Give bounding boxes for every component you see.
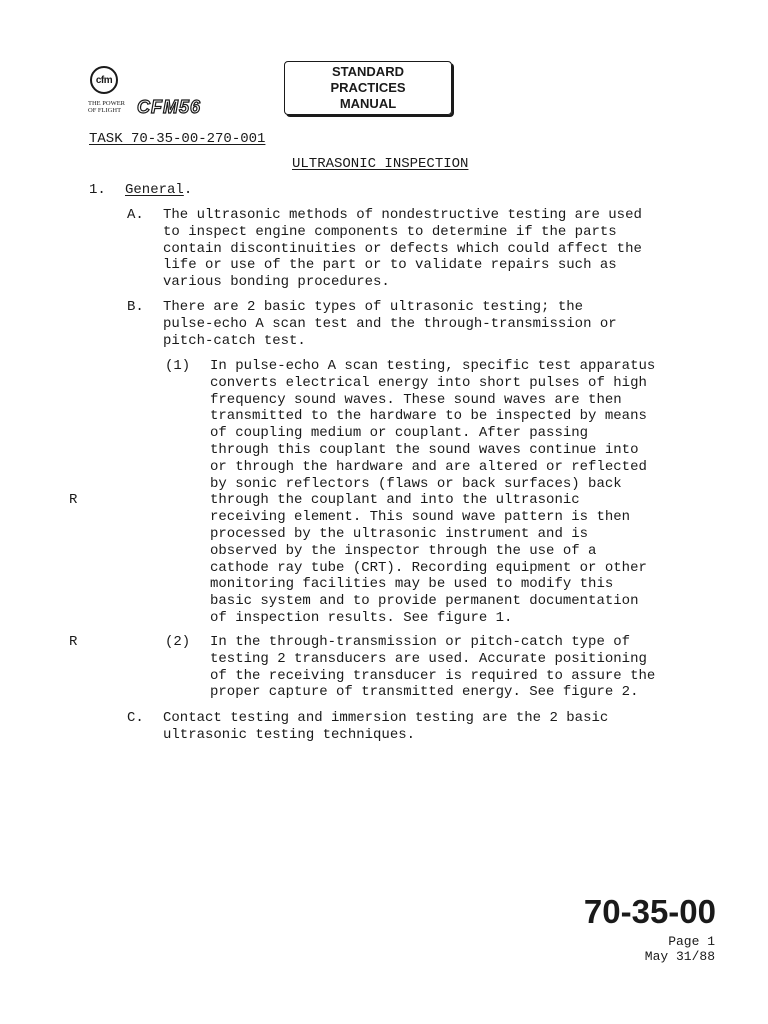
para-a-line: contain discontinuities or defects which could affect the xyxy=(163,240,642,257)
para-b1-line: transmitted to the hardware to be inspected by means xyxy=(210,408,647,425)
task-id: TASK 70-35-00-270-001 xyxy=(89,131,266,147)
para-b1-line: processed by the ultrasonic instrument and is xyxy=(210,525,589,542)
para-b-text xyxy=(163,299,617,349)
para-b1-marker: (1) xyxy=(165,358,191,374)
para-b2-line: testing 2 transducers are used. Accurate positioning xyxy=(210,650,647,667)
para-b2-text xyxy=(210,634,655,701)
logo-tagline-line2: OF FLIGHT xyxy=(88,107,122,114)
para-a-line: to inspect engine components to determine if the parts xyxy=(163,223,617,240)
para-b2-marker: (2) xyxy=(165,634,191,650)
para-b1-line: of inspection results. See figure 1. xyxy=(210,609,513,626)
para-b-line: pitch-catch test. xyxy=(163,332,306,349)
para-b-line: pulse-echo A scan test and the through-transmission or xyxy=(163,315,617,332)
document-number: 70-35-00 xyxy=(583,893,716,930)
cfm56-brand: CFM56 xyxy=(137,97,202,117)
logo-tagline-line1: THE POWER xyxy=(88,100,126,107)
para-b2-line: In the through-transmission or pitch-catch type of xyxy=(210,634,631,650)
title-line-2: PRACTICES xyxy=(330,80,406,95)
para-c-line: Contact testing and immersion testing are the 2 basic xyxy=(163,710,609,726)
revision-marker: R xyxy=(69,634,78,650)
title-line-1: STANDARD xyxy=(332,64,404,79)
para-b1-line: of coupling medium or couplant. After passing xyxy=(210,425,589,442)
para-b-line: There are 2 basic types of ultrasonic testing; the xyxy=(163,299,584,315)
section-number: 1. xyxy=(89,182,106,198)
para-b1-line: monitoring facilities may be used to modify this xyxy=(210,576,614,593)
para-b2-line: proper capture of transmitted energy. See figure 2. xyxy=(210,684,639,701)
para-b1-line: or through the hardware and are altered or reflected xyxy=(210,458,647,475)
para-a-text xyxy=(163,207,642,291)
para-b1-line: through the couplant and into the ultrasonic xyxy=(210,492,580,509)
para-c-marker: C. xyxy=(127,710,144,726)
general-heading-period: . xyxy=(183,182,193,198)
manual-title-box xyxy=(284,61,452,115)
para-a-marker: A. xyxy=(127,207,144,223)
para-b1-line: by sonic reflectors (flaws or back surfaces) back xyxy=(210,475,622,492)
para-a-line: The ultrasonic methods of nondestructive testing are used xyxy=(163,207,642,223)
para-a-line: life or use of the part or to validate repairs such as xyxy=(163,257,617,274)
page-number: Page 1 xyxy=(668,934,715,949)
para-b1-line: frequency sound waves. These sound waves are then xyxy=(210,391,622,408)
title-line-3: MANUAL xyxy=(339,96,397,111)
general-heading xyxy=(125,182,192,199)
revision-date: May 31/88 xyxy=(644,949,715,964)
revision-marker: R xyxy=(69,492,78,508)
para-b1-line: through this couplant the sound waves continue into xyxy=(210,441,639,458)
para-c-text xyxy=(163,710,608,744)
para-a-line: various bonding procedures. xyxy=(163,274,390,291)
para-b1-text xyxy=(210,358,655,627)
para-b1-line: converts electrical energy into short pulses of high xyxy=(210,374,647,391)
general-heading-text: General xyxy=(125,182,184,198)
para-b1-line: cathode ray tube (CRT). Recording equipment or other xyxy=(210,559,647,576)
para-b1-line: receiving element. This sound wave pattern is then xyxy=(210,509,631,526)
para-b1-line: In pulse-echo A scan testing, specific test apparatus xyxy=(210,358,656,374)
section-title: ULTRASONIC INSPECTION xyxy=(292,156,469,172)
para-b-marker: B. xyxy=(127,299,144,315)
para-b1-line: basic system and to provide permanent documentation xyxy=(210,593,639,610)
cfm-logo-mark: cfm xyxy=(90,66,118,94)
para-b2-line: of the receiving transducer is required to assure the xyxy=(210,667,656,684)
logo-tagline xyxy=(88,100,125,114)
para-c-line: ultrasonic testing techniques. xyxy=(163,726,416,743)
para-b1-line: observed by the inspector through the use of a xyxy=(210,542,597,559)
